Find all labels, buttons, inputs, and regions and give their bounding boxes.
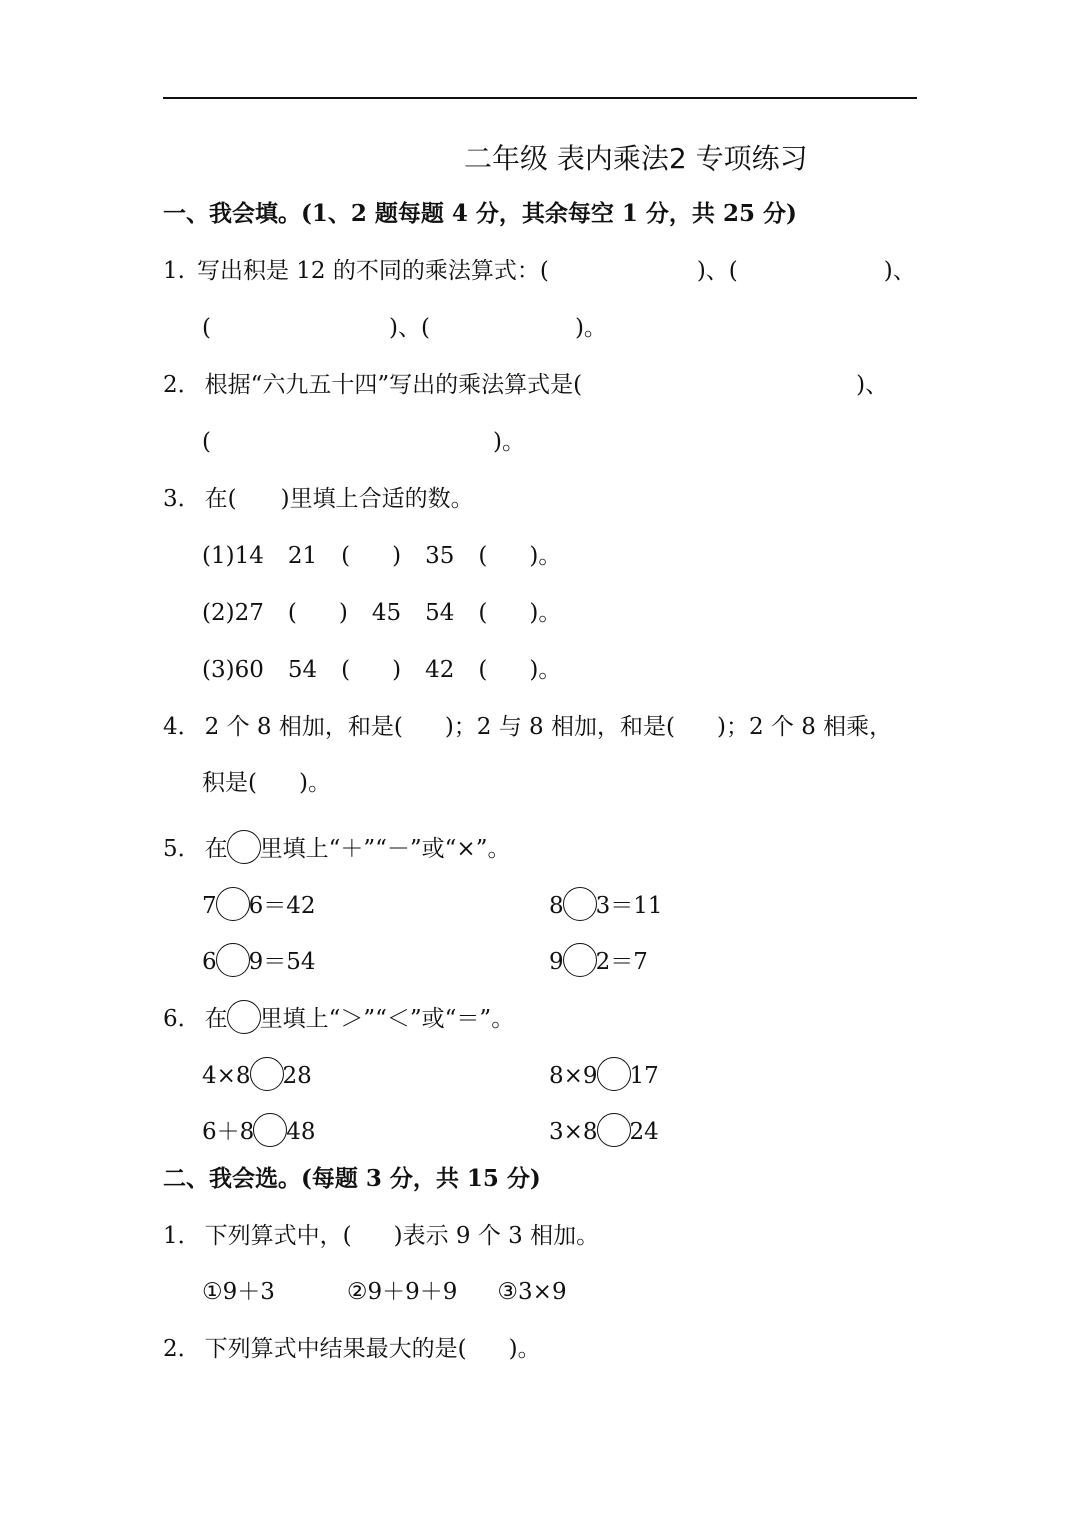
question-number: 5． bbox=[163, 836, 201, 862]
question-text: 在( bbox=[204, 486, 237, 512]
expression: 17 bbox=[629, 1063, 659, 1089]
sequence-label: (2)27 bbox=[202, 600, 264, 626]
blank-open: ( bbox=[341, 657, 351, 683]
compare-item-3 bbox=[202, 1113, 316, 1147]
blank-separator: )、( bbox=[696, 258, 738, 284]
blank-open: ( bbox=[341, 543, 351, 569]
question-number: 6． bbox=[163, 1006, 201, 1032]
equation-rest: 6＝42 bbox=[248, 893, 316, 919]
expression: 48 bbox=[286, 1119, 316, 1145]
page-title: 二年级 表内乘法2 专项练习 bbox=[464, 142, 808, 175]
sequence-value: 45 bbox=[371, 600, 402, 626]
sequence-row-1 bbox=[202, 541, 561, 571]
blank-end: )。 bbox=[529, 600, 562, 626]
compare-item-1 bbox=[202, 1057, 312, 1091]
s2-question-1-options bbox=[202, 1277, 567, 1307]
question-number: 3． bbox=[163, 486, 201, 512]
compare-item-2 bbox=[549, 1057, 659, 1091]
operator-item-4 bbox=[549, 943, 648, 977]
question-2-line-2 bbox=[202, 427, 525, 457]
compare-circle[interactable] bbox=[250, 1057, 284, 1091]
blank-open: ( bbox=[478, 543, 488, 569]
expression: 24 bbox=[629, 1119, 659, 1145]
question-number: 1. bbox=[163, 258, 185, 284]
question-text: 写出积是 12 的不同的乘法算式：( bbox=[196, 258, 549, 284]
blank-open: ( bbox=[202, 315, 211, 341]
blank-close: ) bbox=[338, 600, 348, 626]
compare-circle[interactable] bbox=[597, 1057, 631, 1091]
compare-circle[interactable] bbox=[253, 1113, 287, 1147]
question-text: 下列算式中结果最大的是( bbox=[204, 1336, 467, 1362]
compare-item-4 bbox=[549, 1113, 659, 1147]
question-number: 4． bbox=[163, 714, 201, 740]
question-text: 在 bbox=[204, 836, 228, 862]
question-text-cont: 里填上“＋”“－”或“×”。 bbox=[259, 836, 511, 862]
operand: 6 bbox=[202, 949, 217, 975]
sequence-label: (3)60 bbox=[202, 657, 264, 683]
answer-circle[interactable] bbox=[227, 1000, 261, 1034]
operator-item-2 bbox=[549, 887, 663, 921]
sequence-row-3 bbox=[202, 655, 561, 685]
operand: 8 bbox=[549, 893, 564, 919]
question-4 bbox=[163, 712, 892, 742]
answer-circle[interactable] bbox=[227, 830, 261, 864]
blank-open: ( bbox=[287, 600, 297, 626]
question-4-line-2 bbox=[202, 768, 331, 798]
equation-rest: 2＝7 bbox=[595, 949, 648, 975]
operator-circle[interactable] bbox=[563, 887, 597, 921]
question-text-cont: )表示 9 个 3 相加。 bbox=[393, 1223, 600, 1249]
question-text-cont: )；2 个 8 相乘， bbox=[716, 714, 893, 740]
sequence-value: 21 bbox=[287, 543, 318, 569]
blank-end: )。 bbox=[298, 770, 331, 796]
question-number: 2． bbox=[163, 1336, 201, 1362]
sequence-value: 42 bbox=[425, 657, 455, 683]
question-3 bbox=[163, 484, 474, 514]
expression: 28 bbox=[282, 1063, 312, 1089]
question-1 bbox=[163, 256, 916, 286]
operand: 7 bbox=[202, 893, 217, 919]
sequence-label: (1)14 bbox=[202, 543, 264, 569]
operator-circle[interactable] bbox=[563, 943, 597, 977]
sequence-value: 35 bbox=[425, 543, 455, 569]
blank-end: )、 bbox=[856, 372, 889, 398]
header-rule bbox=[163, 97, 917, 99]
operator-circle[interactable] bbox=[216, 943, 250, 977]
blank-close: ) bbox=[392, 543, 402, 569]
question-text: 在 bbox=[204, 1006, 228, 1032]
question-text-cont: 里填上“＞”“＜”或“＝”。 bbox=[259, 1006, 515, 1032]
operator-item-3 bbox=[202, 943, 316, 977]
question-number: 1． bbox=[163, 1223, 201, 1249]
expression: 6＋8 bbox=[202, 1119, 255, 1145]
question-text-cont: )；2 与 8 相加，和是( bbox=[444, 714, 675, 740]
option-3[interactable]: ③3×9 bbox=[497, 1279, 567, 1305]
section1-heading: 一、我会填。(1、2 题每题 4 分，其余每空 1 分，共 25 分) bbox=[163, 200, 797, 227]
blank-end: )。 bbox=[492, 429, 525, 455]
blank-end: )。 bbox=[574, 315, 607, 341]
question-1-line-2 bbox=[202, 313, 607, 343]
operator-circle[interactable] bbox=[216, 887, 250, 921]
question-text: 根据“六九五十四”写出的乘法算式是( bbox=[204, 372, 583, 398]
blank-end: )。 bbox=[508, 1336, 541, 1362]
sequence-row-2 bbox=[202, 598, 561, 628]
s2-question-2 bbox=[163, 1334, 541, 1364]
question-2 bbox=[163, 370, 888, 400]
equation-rest: 3＝11 bbox=[595, 893, 663, 919]
blank-end: )、 bbox=[883, 258, 916, 284]
expression: 3×8 bbox=[549, 1119, 598, 1145]
blank-open: ( bbox=[478, 600, 488, 626]
s2-question-1 bbox=[163, 1221, 599, 1251]
question-5 bbox=[163, 830, 510, 864]
option-1[interactable]: ①9＋3 bbox=[202, 1279, 275, 1305]
question-text-cont: )里填上合适的数。 bbox=[280, 486, 474, 512]
blank-close: ) bbox=[392, 657, 402, 683]
blank-end: )。 bbox=[529, 543, 562, 569]
blank-open: ( bbox=[202, 429, 211, 455]
question-text: 2 个 8 相加，和是( bbox=[204, 714, 403, 740]
expression: 4×8 bbox=[202, 1063, 251, 1089]
equation-rest: 9＝54 bbox=[248, 949, 316, 975]
section2-heading: 二、我会选。(每题 3 分，共 15 分) bbox=[163, 1165, 541, 1192]
operand: 9 bbox=[549, 949, 564, 975]
expression: 8×9 bbox=[549, 1063, 598, 1089]
question-text: 下列算式中，( bbox=[204, 1223, 352, 1249]
sequence-value: 54 bbox=[287, 657, 318, 683]
question-number: 2． bbox=[163, 372, 201, 398]
blank-end: )。 bbox=[529, 657, 562, 683]
question-6 bbox=[163, 1000, 514, 1034]
operator-item-1 bbox=[202, 887, 316, 921]
sequence-value: 54 bbox=[425, 600, 455, 626]
blank-open: ( bbox=[478, 657, 488, 683]
question-text: 积是( bbox=[202, 770, 257, 796]
compare-circle[interactable] bbox=[597, 1113, 631, 1147]
blank-separator: )、( bbox=[388, 315, 430, 341]
option-2[interactable]: ②9＋9＋9 bbox=[346, 1279, 458, 1305]
